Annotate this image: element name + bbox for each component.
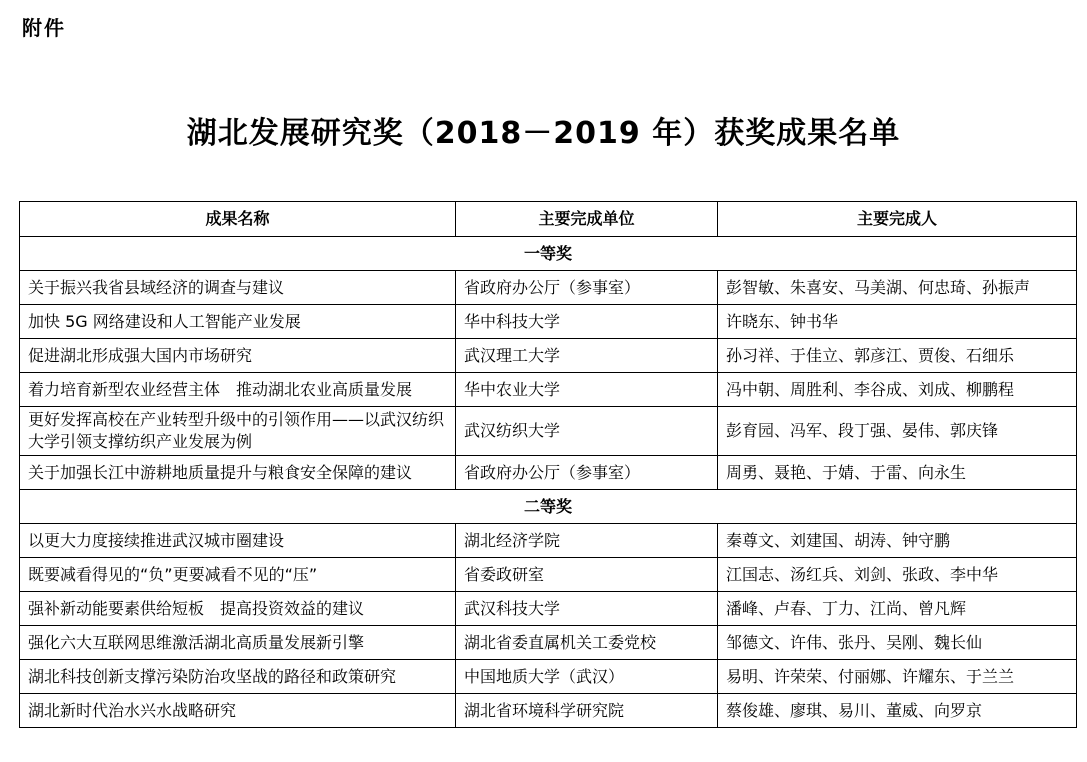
completion-unit: 省政府办公厅（参事室） <box>456 271 718 305</box>
achievement-title: 以更大力度接续推进武汉城市圈建设 <box>20 524 456 558</box>
achievement-title: 强化六大互联网思维激活湖北高质量发展新引擎 <box>20 626 456 660</box>
section-row-first-prize <box>20 237 1077 271</box>
achievement-title: 关于振兴我省县域经济的调查与建议 <box>20 271 456 305</box>
achievement-title: 促进湖北形成强大国内市场研究 <box>20 339 456 373</box>
header-title: 成果名称 <box>20 202 456 237</box>
completion-people: 许晓东、钟书华 <box>718 305 1077 339</box>
completion-unit: 湖北经济学院 <box>456 524 718 558</box>
completion-unit: 华中农业大学 <box>456 373 718 407</box>
table-row <box>20 271 1077 305</box>
completion-unit: 省委政研室 <box>456 558 718 592</box>
achievement-title: 湖北新时代治水兴水战略研究 <box>20 694 456 728</box>
completion-people: 邹德文、许伟、张丹、吴刚、魏长仙 <box>718 626 1077 660</box>
completion-unit: 中国地质大学（武汉） <box>456 660 718 694</box>
header-unit: 主要完成单位 <box>456 202 718 237</box>
table-row <box>20 558 1077 592</box>
completion-people: 彭育园、冯军、段丁强、晏伟、郭庆锋 <box>718 407 1077 456</box>
completion-unit: 湖北省委直属机关工委党校 <box>456 626 718 660</box>
document-title: 湖北发展研究奖（2018－2019 年）获奖成果名单 <box>186 116 901 151</box>
table-row <box>20 407 1077 456</box>
completion-unit: 武汉理工大学 <box>456 339 718 373</box>
completion-unit: 武汉科技大学 <box>456 592 718 626</box>
completion-unit: 武汉纺织大学 <box>456 407 718 456</box>
header-row <box>20 202 1077 237</box>
achievement-title: 着力培育新型农业经营主体 推动湖北农业高质量发展 <box>20 373 456 407</box>
completion-people: 蔡俊雄、廖琪、易川、董威、向罗京 <box>718 694 1077 728</box>
completion-people: 秦尊文、刘建国、胡涛、钟守鹏 <box>718 524 1077 558</box>
table-row <box>20 305 1077 339</box>
completion-people: 孙习祥、于佳立、郭彦江、贾俊、石细乐 <box>718 339 1077 373</box>
completion-unit: 省政府办公厅（参事室） <box>456 456 718 490</box>
achievement-title: 关于加强长江中游耕地质量提升与粮食安全保障的建议 <box>20 456 456 490</box>
completion-people: 潘峰、卢春、丁力、江尚、曾凡辉 <box>718 592 1077 626</box>
completion-people: 彭智敏、朱喜安、马美湖、何忠琦、孙振声 <box>718 271 1077 305</box>
completion-unit: 湖北省环境科学研究院 <box>456 694 718 728</box>
table-row <box>20 660 1077 694</box>
table-row <box>20 339 1077 373</box>
completion-unit: 华中科技大学 <box>456 305 718 339</box>
header-people: 主要完成人 <box>718 202 1077 237</box>
achievement-title: 加快 5G 网络建设和人工智能产业发展 <box>20 305 456 339</box>
achievement-title: 更好发挥高校在产业转型升级中的引领作用——以武汉纺织大学引领支撑纺织产业发展为例 <box>20 407 456 456</box>
achievement-title: 既要减看得见的“负”更要减看不见的“压” <box>20 558 456 592</box>
section-row-second-prize <box>20 490 1077 524</box>
achievement-title: 强补新动能要素供给短板 提高投资效益的建议 <box>20 592 456 626</box>
section-label: 一等奖 <box>20 237 1077 271</box>
completion-people: 周勇、聂艳、于婧、于雷、向永生 <box>718 456 1077 490</box>
attachment-label: 附件 <box>22 16 66 40</box>
completion-people: 江国志、汤红兵、刘剑、张政、李中华 <box>718 558 1077 592</box>
completion-people: 冯中朝、周胜利、李谷成、刘成、柳鹏程 <box>718 373 1077 407</box>
table-row <box>20 592 1077 626</box>
section-label: 二等奖 <box>20 490 1077 524</box>
achievement-title: 湖北科技创新支撑污染防治攻坚战的路径和政策研究 <box>20 660 456 694</box>
table-row <box>20 373 1077 407</box>
completion-people: 易明、许荣荣、付丽娜、许耀东、于兰兰 <box>718 660 1077 694</box>
results-table <box>19 201 1077 728</box>
table-row <box>20 524 1077 558</box>
table-row <box>20 456 1077 490</box>
table-row <box>20 694 1077 728</box>
table-row <box>20 626 1077 660</box>
